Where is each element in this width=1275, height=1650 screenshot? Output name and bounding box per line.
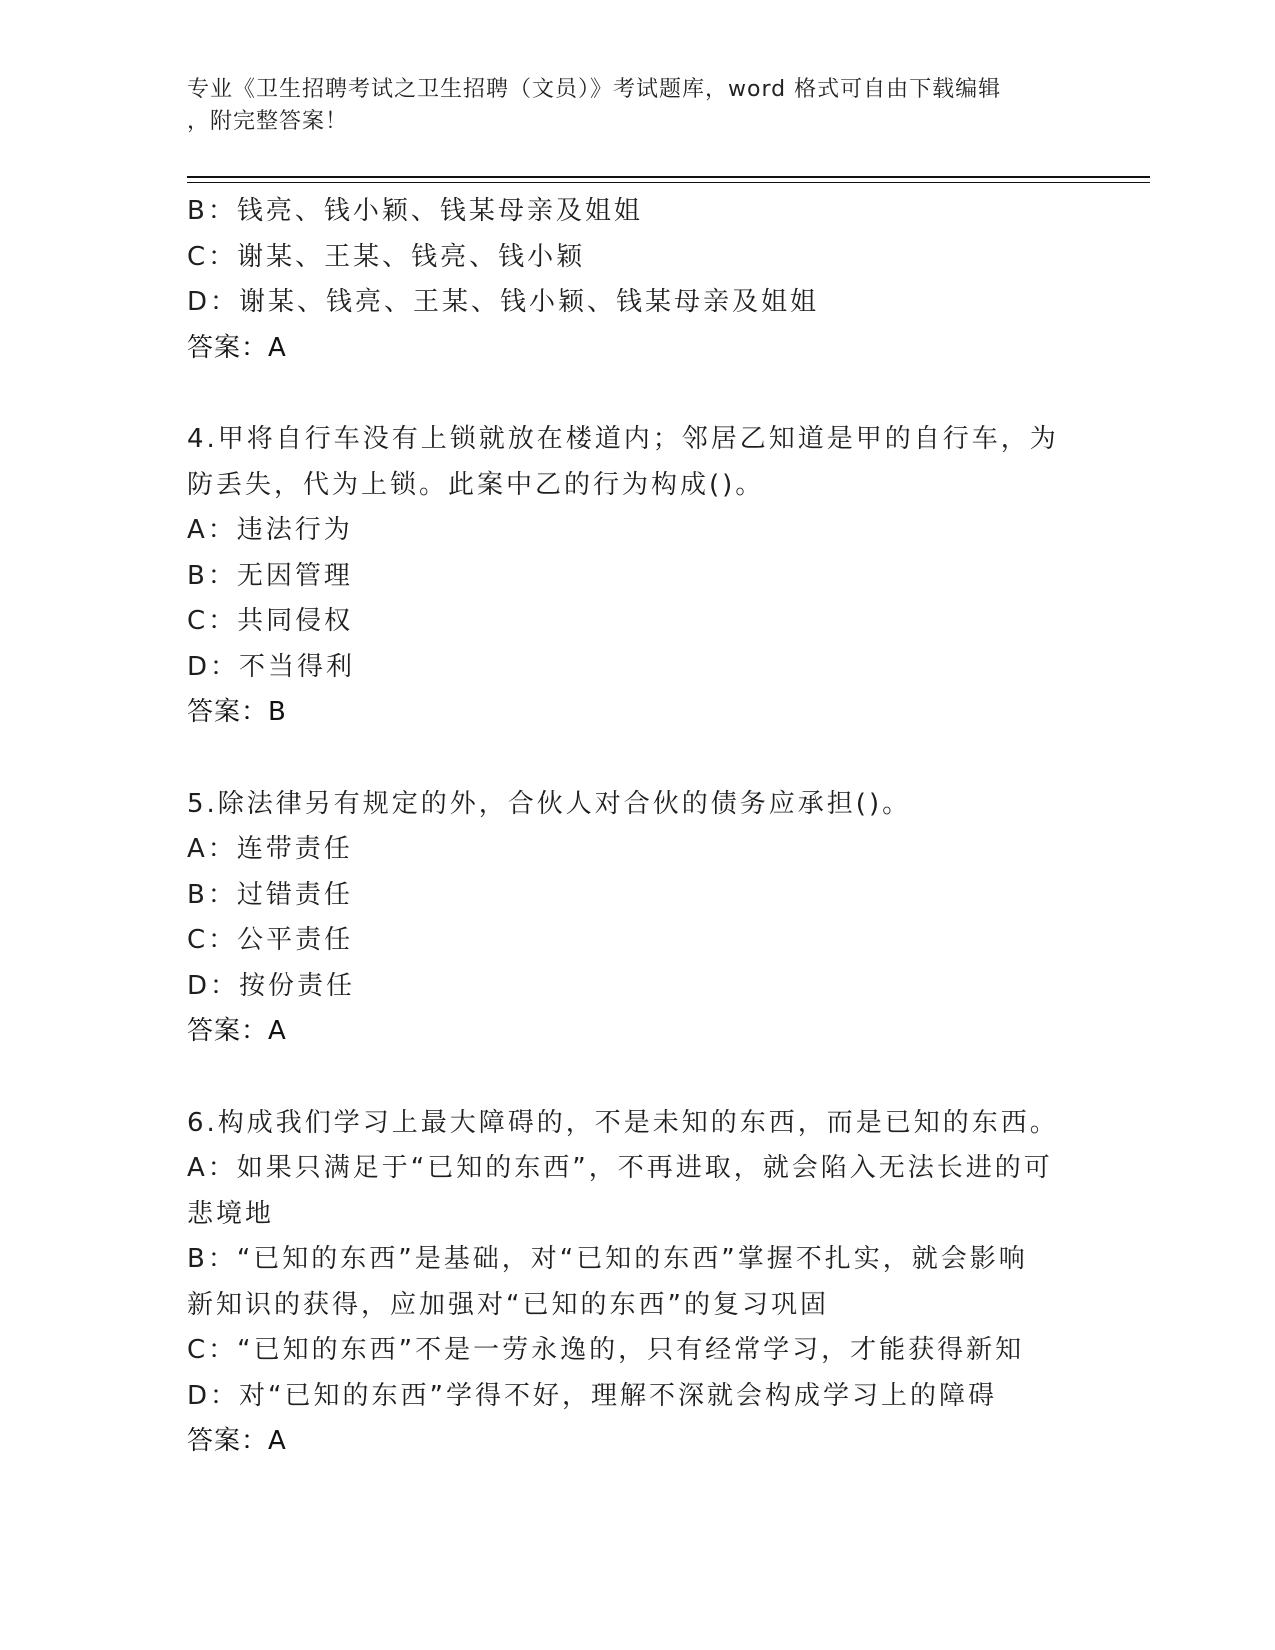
header-rule-thin [187, 182, 1150, 183]
question-6 [187, 1101, 1087, 1465]
q3-option-d: D：谢某、钱亮、王某、钱小颖、钱某母亲及姐姐 [187, 287, 820, 317]
q4-answer: 答案：B [187, 697, 287, 727]
question-5 [187, 782, 1087, 1055]
q3-option-b: B：钱亮、钱小颖、钱某母亲及姐姐 [187, 196, 643, 226]
spacer [187, 371, 1087, 417]
header-line-2: ，附完整答案！ [187, 109, 349, 134]
spacer [187, 736, 1087, 782]
q6-answer: 答案：A [187, 1426, 287, 1456]
q5-stem-line-1: 5.除法律另有规定的外，合伙人对合伙的债务应承担()。 [187, 788, 912, 819]
q6-option-a-line-2: 悲境地 [187, 1198, 275, 1229]
q6-option-c: C：“已知的东西”不是一劳永逸的，只有经常学习，才能获得新知 [187, 1335, 1025, 1365]
spacer [187, 1055, 1087, 1101]
q4-option-c: C：共同侵权 [187, 606, 354, 636]
q3-answer: 答案：A [187, 332, 287, 363]
q3-option-c: C：谢某、王某、钱亮、钱小颖 [187, 241, 586, 272]
q5-option-a: A：连带责任 [187, 834, 353, 864]
question-3 [187, 189, 1087, 371]
q6-option-a-line-1: A：如果只满足于“已知的东西”，不再进取，就会陷入无法长进的可 [187, 1153, 1053, 1183]
q5-option-c: C：公平责任 [187, 925, 354, 955]
q6-stem-line-1: 6.构成我们学习上最大障碍的，不是未知的东西，而是已知的东西。 [187, 1107, 1059, 1138]
q4-stem-line-2: 防丢失，代为上锁。此案中乙的行为构成()。 [187, 469, 765, 500]
header-rule-thick [187, 176, 1150, 178]
q4-option-a: A：违法行为 [187, 515, 353, 545]
q5-option-b: B：过错责任 [187, 879, 353, 910]
q4-option-d: D：不当得利 [187, 651, 356, 682]
question-list [187, 189, 1087, 1465]
q6-option-d: D：对“已知的东西”学得不好，理解不深就会构成学习上的障碍 [187, 1380, 997, 1411]
q5-option-d: D：按份责任 [187, 970, 356, 1001]
q5-answer: 答案：A [187, 1016, 287, 1046]
q6-option-b-line-2: 新知识的获得，应加强对“已知的东西”的复习巩固 [187, 1289, 829, 1320]
q6-option-b-line-1: B：“已知的东西”是基础，对“已知的东西”掌握不扎实，就会影响 [187, 1244, 1028, 1274]
document-header [187, 74, 1067, 138]
question-4 [187, 417, 1087, 736]
header-line-1: 专业《卫生招聘考试之卫生招聘（文员）》考试题库，word 格式可自由下载编辑 [187, 77, 1002, 102]
q4-stem-line-1: 4.甲将自行车没有上锁就放在楼道内；邻居乙知道是甲的自行车，为 [187, 424, 1059, 454]
q4-option-b: B：无因管理 [187, 560, 353, 591]
